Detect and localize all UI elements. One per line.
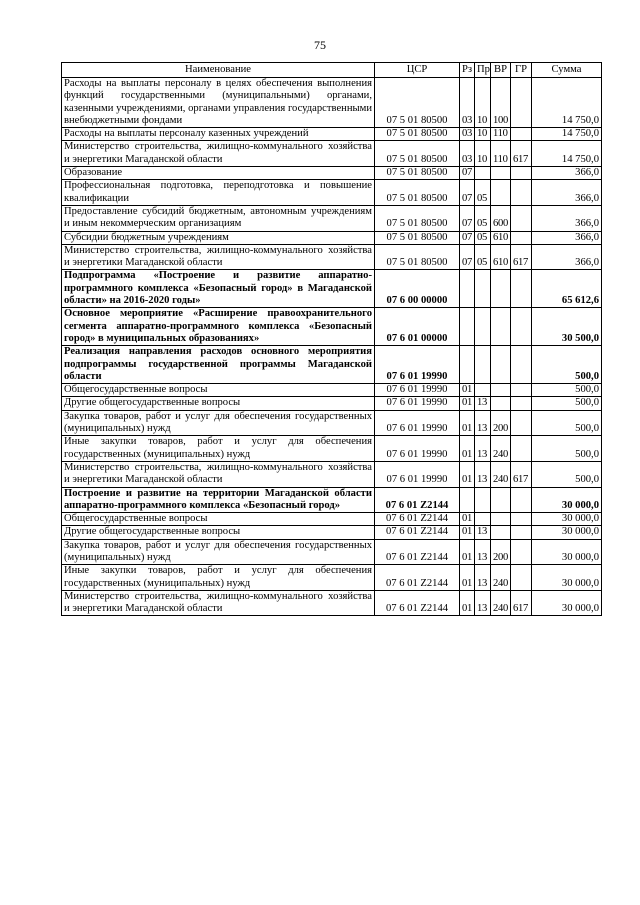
row-csr-cell: 07 6 01 19990 (375, 410, 460, 436)
row-pr-cell: 05 (475, 205, 491, 231)
table-header-row (62, 63, 602, 78)
row-rz-cell: 01 (460, 565, 475, 591)
row-amount-cell: 500,0 (532, 346, 602, 384)
row-gr-cell (511, 167, 532, 180)
row-pr-cell (475, 167, 491, 180)
row-vr-cell (491, 167, 511, 180)
table-row (62, 78, 602, 128)
row-pr-cell: 13 (475, 565, 491, 591)
row-csr-cell: 07 6 01 19990 (375, 436, 460, 462)
row-csr-cell: 07 5 01 80500 (375, 180, 460, 206)
row-pr-cell (475, 384, 491, 397)
row-amount-cell: 366,0 (532, 167, 602, 180)
row-vr-cell: 240 (491, 436, 511, 462)
row-gr-cell (511, 308, 532, 346)
row-amount-cell: 30 000,0 (532, 539, 602, 565)
row-csr-cell: 07 6 01 Z2144 (375, 565, 460, 591)
row-amount-cell: 30 000,0 (532, 590, 602, 616)
row-vr-cell (491, 384, 511, 397)
row-name-cell: Подпрограмма «Построение и развитие аппаратно-программного комплекса «Безопасный город» в Магаданской области» на 2016-2020 годы» (62, 270, 375, 308)
row-vr-cell (491, 487, 511, 513)
column-header-amount: Сумма (532, 63, 602, 78)
row-gr-cell: 617 (511, 141, 532, 167)
row-rz-cell: 07 (460, 231, 475, 244)
row-csr-cell: 07 5 01 80500 (375, 231, 460, 244)
row-vr-cell: 200 (491, 539, 511, 565)
page-number: 75 (314, 38, 326, 52)
row-name-cell: Иные закупки товаров, работ и услуг для обеспечения государственных (муниципальных) нужд (62, 436, 375, 462)
row-gr-cell: 617 (511, 590, 532, 616)
row-csr-cell: 07 6 01 Z2144 (375, 513, 460, 526)
row-vr-cell (491, 397, 511, 410)
row-pr-cell: 10 (475, 141, 491, 167)
row-csr-cell: 07 5 01 80500 (375, 78, 460, 128)
table-row (62, 513, 602, 526)
row-name-cell: Министерство строительства, жилищно-коммунального хозяйства и энергетики Магаданской области (62, 590, 375, 616)
table-row (62, 565, 602, 591)
row-vr-cell: 110 (491, 141, 511, 167)
row-amount-cell: 500,0 (532, 397, 602, 410)
table-row (62, 231, 602, 244)
row-vr-cell (491, 346, 511, 384)
row-gr-cell: 617 (511, 461, 532, 487)
row-vr-cell (491, 308, 511, 346)
row-vr-cell: 610 (491, 244, 511, 270)
row-amount-cell: 65 612,6 (532, 270, 602, 308)
table-row (62, 270, 602, 308)
row-pr-cell (475, 346, 491, 384)
table-row (62, 590, 602, 616)
row-rz-cell: 01 (460, 590, 475, 616)
row-rz-cell (460, 346, 475, 384)
row-name-cell: Основное мероприятие «Расширение правоохранительного сегмента аппаратно-программного комплекса «Безопасный город» в муниципальных образованиях» (62, 308, 375, 346)
row-pr-cell: 05 (475, 244, 491, 270)
row-rz-cell: 03 (460, 78, 475, 128)
row-name-cell: Расходы на выплаты персоналу казенных учреждений (62, 128, 375, 141)
row-name-cell: Реализация направления расходов основного мероприятия подпрограммы государственной программы Магаданской области (62, 346, 375, 384)
row-amount-cell: 14 750,0 (532, 141, 602, 167)
row-amount-cell: 500,0 (532, 410, 602, 436)
table-row (62, 205, 602, 231)
row-rz-cell: 01 (460, 513, 475, 526)
row-gr-cell (511, 539, 532, 565)
row-csr-cell: 07 6 01 19990 (375, 384, 460, 397)
row-amount-cell: 30 000,0 (532, 513, 602, 526)
row-name-cell: Общегосударственные вопросы (62, 384, 375, 397)
row-name-cell: Другие общегосударственные вопросы (62, 526, 375, 539)
table-row (62, 526, 602, 539)
row-amount-cell: 14 750,0 (532, 128, 602, 141)
row-amount-cell: 500,0 (532, 384, 602, 397)
row-csr-cell: 07 6 01 19990 (375, 461, 460, 487)
row-vr-cell: 610 (491, 231, 511, 244)
row-rz-cell: 01 (460, 461, 475, 487)
row-gr-cell (511, 410, 532, 436)
row-pr-cell: 13 (475, 461, 491, 487)
row-vr-cell (491, 526, 511, 539)
row-pr-cell: 13 (475, 590, 491, 616)
row-csr-cell: 07 6 01 Z2144 (375, 539, 460, 565)
row-pr-cell (475, 487, 491, 513)
table-row (62, 141, 602, 167)
row-rz-cell: 03 (460, 128, 475, 141)
table-row (62, 461, 602, 487)
row-csr-cell: 07 6 01 Z2144 (375, 487, 460, 513)
row-name-cell: Предоставление субсидий бюджетным, автономным учреждениям и иным некоммерческим организациям (62, 205, 375, 231)
row-vr-cell (491, 513, 511, 526)
row-pr-cell: 05 (475, 180, 491, 206)
row-vr-cell (491, 270, 511, 308)
row-name-cell: Другие общегосударственные вопросы (62, 397, 375, 410)
row-name-cell: Министерство строительства, жилищно-коммунального хозяйства и энергетики Магаданской области (62, 244, 375, 270)
row-amount-cell: 366,0 (532, 231, 602, 244)
row-csr-cell: 07 5 01 80500 (375, 141, 460, 167)
row-vr-cell: 240 (491, 461, 511, 487)
row-amount-cell: 500,0 (532, 436, 602, 462)
table-row (62, 436, 602, 462)
row-name-cell: Образование (62, 167, 375, 180)
row-rz-cell: 01 (460, 539, 475, 565)
row-name-cell: Министерство строительства, жилищно-коммунального хозяйства и энергетики Магаданской области (62, 461, 375, 487)
row-name-cell: Закупка товаров, работ и услуг для обеспечения государственных (муниципальных) нужд (62, 410, 375, 436)
row-rz-cell (460, 487, 475, 513)
row-gr-cell (511, 565, 532, 591)
table-row (62, 128, 602, 141)
row-amount-cell: 500,0 (532, 461, 602, 487)
row-pr-cell: 13 (475, 539, 491, 565)
row-rz-cell: 07 (460, 180, 475, 206)
row-rz-cell: 01 (460, 384, 475, 397)
row-csr-cell: 07 6 01 19990 (375, 346, 460, 384)
row-vr-cell: 200 (491, 410, 511, 436)
row-gr-cell (511, 513, 532, 526)
row-csr-cell: 07 5 01 80500 (375, 205, 460, 231)
row-rz-cell (460, 270, 475, 308)
row-pr-cell: 13 (475, 410, 491, 436)
row-rz-cell: 01 (460, 410, 475, 436)
row-rz-cell: 01 (460, 397, 475, 410)
row-pr-cell: 13 (475, 436, 491, 462)
row-csr-cell: 07 6 01 00000 (375, 308, 460, 346)
row-rz-cell: 07 (460, 205, 475, 231)
row-amount-cell: 14 750,0 (532, 78, 602, 128)
table-row (62, 384, 602, 397)
column-header-name: Наименование (62, 63, 375, 78)
row-rz-cell: 03 (460, 141, 475, 167)
row-amount-cell: 30 000,0 (532, 526, 602, 539)
row-name-cell: Иные закупки товаров, работ и услуг для обеспечения государственных (муниципальных) нужд (62, 565, 375, 591)
row-pr-cell (475, 513, 491, 526)
row-name-cell: Общегосударственные вопросы (62, 513, 375, 526)
row-csr-cell: 07 6 01 19990 (375, 397, 460, 410)
row-name-cell: Министерство строительства, жилищно-коммунального хозяйства и энергетики Магаданской области (62, 141, 375, 167)
row-gr-cell (511, 205, 532, 231)
row-rz-cell: 07 (460, 244, 475, 270)
column-header-csr: ЦСР (375, 63, 460, 78)
row-pr-cell (475, 270, 491, 308)
table-row (62, 180, 602, 206)
row-name-cell: Расходы на выплаты персоналу в целях обеспечения выполнения функций государственными (муниципальными) органами, казенными учреждениями, органами управления государственными внебюджетными фондами (62, 78, 375, 128)
table-row (62, 308, 602, 346)
table-row (62, 487, 602, 513)
row-pr-cell: 10 (475, 78, 491, 128)
row-pr-cell: 10 (475, 128, 491, 141)
row-gr-cell (511, 270, 532, 308)
row-pr-cell: 13 (475, 397, 491, 410)
table-row (62, 244, 602, 270)
table-row (62, 346, 602, 384)
row-csr-cell: 07 5 01 80500 (375, 244, 460, 270)
row-amount-cell: 30 500,0 (532, 308, 602, 346)
row-csr-cell: 07 5 01 80500 (375, 128, 460, 141)
row-name-cell: Субсидии бюджетным учреждениям (62, 231, 375, 244)
budget-table (61, 62, 602, 616)
column-header-rz: Рз (460, 63, 475, 78)
row-vr-cell: 600 (491, 205, 511, 231)
row-amount-cell: 30 000,0 (532, 487, 602, 513)
row-csr-cell: 07 6 01 Z2144 (375, 526, 460, 539)
row-gr-cell (511, 231, 532, 244)
row-pr-cell (475, 308, 491, 346)
row-csr-cell: 07 6 01 Z2144 (375, 590, 460, 616)
row-amount-cell: 366,0 (532, 244, 602, 270)
row-amount-cell: 30 000,0 (532, 565, 602, 591)
column-header-vr: ВР (491, 63, 511, 78)
row-gr-cell: 617 (511, 244, 532, 270)
column-header-gr: ГР (511, 63, 532, 78)
row-gr-cell (511, 180, 532, 206)
row-gr-cell (511, 436, 532, 462)
row-amount-cell: 366,0 (532, 180, 602, 206)
row-rz-cell (460, 308, 475, 346)
table-row (62, 539, 602, 565)
row-csr-cell: 07 6 00 00000 (375, 270, 460, 308)
row-rz-cell: 01 (460, 436, 475, 462)
table-row (62, 410, 602, 436)
row-vr-cell: 240 (491, 590, 511, 616)
row-vr-cell: 110 (491, 128, 511, 141)
row-gr-cell (511, 397, 532, 410)
row-pr-cell: 13 (475, 526, 491, 539)
row-vr-cell (491, 180, 511, 206)
row-pr-cell: 05 (475, 231, 491, 244)
row-rz-cell: 01 (460, 526, 475, 539)
row-name-cell: Профессиональная подготовка, переподготовка и повышение квалификации (62, 180, 375, 206)
row-name-cell: Построение и развитие на территории Магаданской области аппаратно-программного комплекса «Безопасный город» (62, 487, 375, 513)
table-body (62, 78, 602, 616)
table-row (62, 167, 602, 180)
row-vr-cell: 100 (491, 78, 511, 128)
row-rz-cell: 07 (460, 167, 475, 180)
row-csr-cell: 07 5 01 80500 (375, 167, 460, 180)
row-gr-cell (511, 78, 532, 128)
row-vr-cell: 240 (491, 565, 511, 591)
row-gr-cell (511, 128, 532, 141)
table-row (62, 397, 602, 410)
row-gr-cell (511, 487, 532, 513)
row-gr-cell (511, 384, 532, 397)
row-amount-cell: 366,0 (532, 205, 602, 231)
row-gr-cell (511, 526, 532, 539)
row-name-cell: Закупка товаров, работ и услуг для обеспечения государственных (муниципальных) нужд (62, 539, 375, 565)
row-gr-cell (511, 346, 532, 384)
column-header-pr: Пр (475, 63, 491, 78)
